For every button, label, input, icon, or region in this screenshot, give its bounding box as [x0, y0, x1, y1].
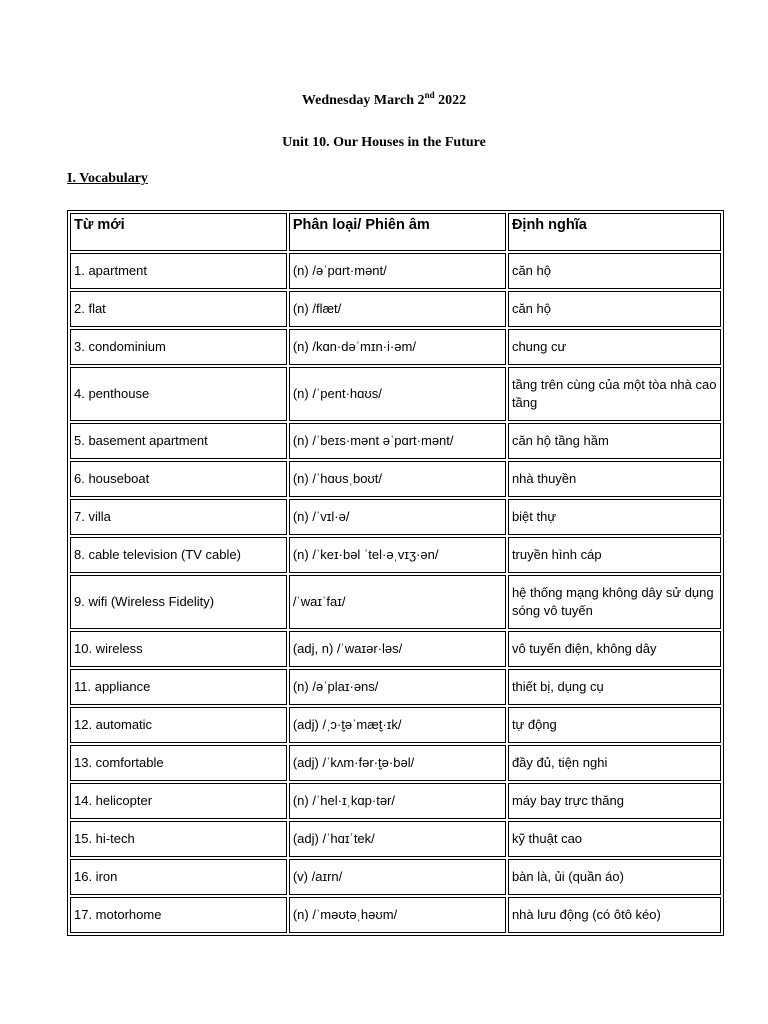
- table-row: [70, 631, 721, 667]
- table-row: [70, 575, 721, 629]
- pronunciation-cell: (n) /əˈplaɪ·əns/: [289, 669, 506, 705]
- word-cell: 7. villa: [70, 499, 287, 535]
- table-row: [70, 745, 721, 781]
- word-cell: 5. basement apartment: [70, 423, 287, 459]
- unit-title: Unit 10. Our Houses in the Future: [282, 135, 486, 150]
- table-header-row: [70, 213, 721, 251]
- word-cell: 16. iron: [70, 859, 287, 895]
- definition-cell: tầng trên cùng của một tòa nhà cao tầng: [508, 367, 721, 421]
- pronunciation-cell: (n) /ˈməʊtəˌhəʊm/: [289, 897, 506, 933]
- definition-cell: căn hộ: [508, 253, 721, 289]
- definition-cell: biệt thự: [508, 499, 721, 535]
- table-row: [70, 499, 721, 535]
- definition-cell: bàn là, ủi (quần áo): [508, 859, 721, 895]
- pronunciation-cell: (v) /aɪrn/: [289, 859, 506, 895]
- pronunciation-cell: (n) /ˈhel·ɪˌkɑp·tər/: [289, 783, 506, 819]
- word-cell: 11. appliance: [70, 669, 287, 705]
- pronunciation-cell: (adj) /ˈhɑɪˈtek/: [289, 821, 506, 857]
- definition-cell: thiết bị, dụng cụ: [508, 669, 721, 705]
- word-cell: 12. automatic: [70, 707, 287, 743]
- table-row: [70, 367, 721, 421]
- definition-cell: đầy đủ, tiện nghi: [508, 745, 721, 781]
- pronunciation-cell: (n) /flæt/: [289, 291, 506, 327]
- word-cell: 8. cable television (TV cable): [70, 537, 287, 573]
- definition-cell: truyền hình cáp: [508, 537, 721, 573]
- pronunciation-cell: (n) /ˈvɪl·ə/: [289, 499, 506, 535]
- word-cell: 10. wireless: [70, 631, 287, 667]
- table-row: [70, 707, 721, 743]
- header-type-pronunciation: Phân loại/ Phiên âm: [289, 213, 506, 251]
- definition-cell: tự động: [508, 707, 721, 743]
- word-cell: 6. houseboat: [70, 461, 287, 497]
- table-row: [70, 669, 721, 705]
- word-cell: 15. hi-tech: [70, 821, 287, 857]
- word-cell: 17. motorhome: [70, 897, 287, 933]
- definition-cell: căn hộ tầng hầm: [508, 423, 721, 459]
- header-new-word: Từ mới: [70, 213, 287, 251]
- pronunciation-cell: (n) /ˈkeɪ·bəl ˈtel·əˌvɪʒ·ən/: [289, 537, 506, 573]
- definition-cell: hệ thống mạng không dây sử dụng sóng vô tuyến: [508, 575, 721, 629]
- table-row: [70, 897, 721, 933]
- word-cell: 1. apartment: [70, 253, 287, 289]
- word-cell: 9. wifi (Wireless Fidelity): [70, 575, 287, 629]
- table-row: [70, 821, 721, 857]
- table-row: [70, 461, 721, 497]
- word-cell: 4. penthouse: [70, 367, 287, 421]
- date-ordinal-suffix: nd: [424, 90, 435, 100]
- pronunciation-cell: (n) /kɑn·dəˈmɪn·i·əm/: [289, 329, 506, 365]
- definition-cell: kỹ thuật cao: [508, 821, 721, 857]
- table-row: [70, 783, 721, 819]
- pronunciation-cell: (n) /ˈbeɪs·mənt əˈpɑrt·mənt/: [289, 423, 506, 459]
- definition-cell: căn hộ: [508, 291, 721, 327]
- table-row: [70, 859, 721, 895]
- word-cell: 14. helicopter: [70, 783, 287, 819]
- section-heading: I. Vocabulary: [67, 171, 148, 186]
- pronunciation-cell: /ˈwaɪˈfaɪ/: [289, 575, 506, 629]
- table-row: [70, 537, 721, 573]
- table-row: [70, 253, 721, 289]
- date-year: 2022: [434, 93, 467, 108]
- definition-cell: vô tuyến điện, không dây: [508, 631, 721, 667]
- pronunciation-cell: (n) /ˈhɑʊsˌboʊt/: [289, 461, 506, 497]
- pronunciation-cell: (n) /ˈpent·hɑʊs/: [289, 367, 506, 421]
- table-row: [70, 291, 721, 327]
- header-definition: Định nghĩa: [508, 213, 721, 251]
- date-text: Wednesday March 2: [301, 93, 425, 108]
- date-line: [0, 90, 768, 109]
- definition-cell: chung cư: [508, 329, 721, 365]
- pronunciation-cell: (adj) /ˈkʌm·fər·t̬ə·bəl/: [289, 745, 506, 781]
- word-cell: 2. flat: [70, 291, 287, 327]
- definition-cell: máy bay trực thăng: [508, 783, 721, 819]
- pronunciation-cell: (adj, n) /ˈwaɪər·ləs/: [289, 631, 506, 667]
- table-row: [70, 329, 721, 365]
- pronunciation-cell: (n) /əˈpɑrt·mənt/: [289, 253, 506, 289]
- definition-cell: nhà thuyền: [508, 461, 721, 497]
- definition-cell: nhà lưu động (có ôtô kéo): [508, 897, 721, 933]
- word-cell: 3. condominium: [70, 329, 287, 365]
- table-row: [70, 423, 721, 459]
- word-cell: 13. comfortable: [70, 745, 287, 781]
- vocabulary-table: [67, 210, 724, 936]
- pronunciation-cell: (adj) /ˌɔ·t̬əˈmæt̬·ɪk/: [289, 707, 506, 743]
